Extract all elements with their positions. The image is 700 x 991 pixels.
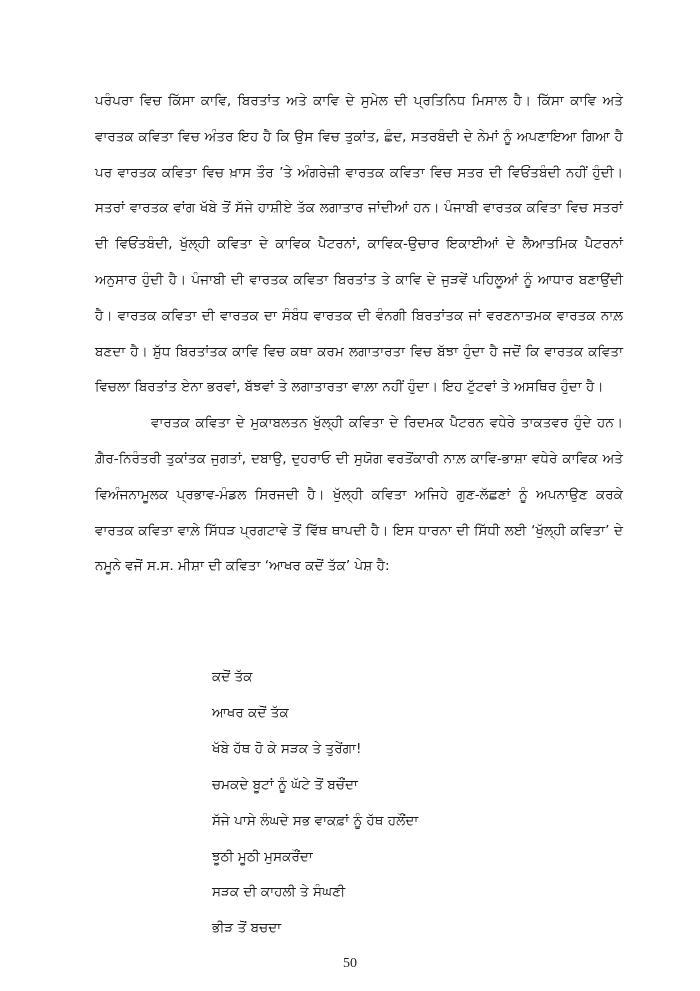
paragraph-1: ਪਰੰਪਰਾ ਵਿਚ ਕਿੱਸਾ ਕਾਵਿ, ਬਿਰਤਾਂਤ ਅਤੇ ਕਾਵਿ ਦੇ ਸੁਮੇਲ ਦੀ ਪ੍ਰਤਿਨਿਧ ਮਿਸਾਲ ਹੈ। ਕਿੱਸਾ ਕਾਵਿ ਅਤੇ ਵਾਰਤਕ ਕਵਿਤਾ ਵਿਚ ਅੰਤਰ ਇਹ ਹੈ ਕਿ ਉਸ ਵਿਚ ਤੁਕਾਂਤ, ਛੰਦ, ਸਤਰਬੰਦੀ ਦੇ ਨੇਮਾਂ ਨੂੰ ਅਪਣਾਇਆ ਗਿਆ ਹੈ ਪਰ ਵਾਰਤਕ ਕਵਿਤਾ ਵਿਚ ਖ਼ਾਸ ਤੌਰ ’ਤੇ ਅੰਗਰੇਜ਼ੀ ਵਾਰਤਕ ਕਵਿਤਾ ਵਿਚ ਸਤਰ ਦੀ ਵਿਓਂਤਬੰਦੀ ਨਹੀਂ ਹੁੰਦੀ। ਸਤਰਾਂ ਵਾਰਤਕ ਵਾਂਗ ਖੱਬੇ ਤੋਂ ਸੱਜੇ ਹਾਸ਼ੀਏ ਤੱਕ ਲਗਾਤਾਰ ਜਾਂਦੀਆਂ ਹਨ। ਪੰਜਾਬੀ ਵਾਰਤਕ ਕਵਿਤਾ ਵਿਚ ਸਤਰਾਂ ਦੀ ਵਿਓਂਤਬੰਦੀ, ਖੁੱਲ੍ਹੀ ਕਵਿਤਾ ਦੇ ਕਾਵਿਕ ਪੈਟਰਨਾਂ, ਕਾਵਿਕ-ਉਚਾਰ ਇਕਾਈਆਂ ਦੇ ਲੈਆਤਮਿਕ ਪੈਟਰਨਾਂ ਅਨੁਸਾਰ ਹੁੰਦੀ ਹੈ। ਪੰਜਾਬੀ ਦੀ ਵਾਰਤਕ ਕਵਿਤਾ ਬਿਰਤਾਂਤ ਤੇ ਕਾਵਿ ਦੇ ਜੁੜਵੇਂ ਪਹਿਲੂਆਂ ਨੂੰ ਆਧਾਰ ਬਣਾਉਂਦੀ ਹੈ। ਵਾਰਤਕ ਕਵਿਤਾ ਦੀ ਵਾਰਤਕ ਦਾ ਸੰਬੰਧ ਵਾਰਤਕ ਦੀ ਵੰਨਗੀ ਬਿਰਤਾਂਤਕ ਜਾਂ ਵਰਣਨਾਤਮਕ ਵਾਰਤਕ ਨਾਲ਼ ਬਣਦਾ ਹੈ। ਸ਼ੁੱਧ ਬਿਰਤਾਂਤਕ ਕਾਵਿ ਵਿਚ ਕਥਾ ਕਰਮ ਲਗਾਤਾਰਤਾ ਵਿਚ ਬੱਝਾ ਹੁੰਦਾ ਹੈ ਜਦੋਂ ਕਿ ਵਾਰਤਕ ਕਵਿਤਾ ਵਿਚਲਾ ਬਿਰਤਾਂਤ ਏਨਾ ਭਰਵਾਂ, ਬੱਝਵਾਂ ਤੇ ਲਗਾਤਾਰਤਾ ਵਾਲ਼ਾ ਨਹੀਂ ਹੁੰਦਾ। ਇਹ ਟੁੱਟਵਾਂ ਤੇ ਅਸਥਿਰ ਹੁੰਦਾ ਹੈ। [95, 93, 623, 396]
poem-block [212, 660, 418, 947]
poem-line: ਆਖਰ ਕਦੋਂ ਤੱਕ [212, 704, 289, 721]
poem-line: ਭੀੜ ਤੋਂ ਬਚਦਾ [212, 920, 282, 937]
poem-line: ਝੂਠੀ ਮੂਠੀ ਮੁਸਕਰੌਂਦਾ [212, 848, 313, 865]
poem-line: ਕਦੋਂ ਤੱਕ [212, 669, 253, 685]
paragraph-2: ਵਾਰਤਕ ਕਵਿਤਾ ਦੇ ਮੁਕਾਬਲਤਨ ਖੁੱਲ੍ਹੀ ਕਵਿਤਾ ਦੇ ਰਿਦਮਕ ਪੈਟਰਨ ਵਧੇਰੇ ਤਾਕਤਵਰ ਹੁੰਦੇ ਹਨ। ਗ਼ੈਰ-ਨਿਰੰਤਰੀ ਤੁਕਾਂਤਕ ਜੁਗਤਾਂ, ਦਬਾਉ, ਦੁਹਰਾਓ ਦੀ ਸੁਯੋਗ ਵਰਤੋਂਕਾਰੀ ਨਾਲ਼ ਕਾਵਿ-ਭਾਸ਼ਾ ਵਧੇਰੇ ਕਾਵਿਕ ਅਤੇ ਵਿਅੰਜਨਾਮੂਲਕ ਪ੍ਰਭਾਵ-ਮੰਡਲ ਸਿਰਜਦੀ ਹੈ। ਖੁੱਲ੍ਹੀ ਕਵਿਤਾ ਅਜਿਹੇ ਗੁਣ-ਲੱਛਣਾਂ ਨੂੰ ਅਪਨਾਉਣ ਕਰਕੇ ਵਾਰਤਕ ਕਵਿਤਾ ਵਾਲ਼ੇ ਸਿੱਧੜ ਪ੍ਰਗਟਾਵੇ ਤੋਂ ਵਿੱਥ ਥਾਪਦੀ ਹੈ। ਇਸ ਧਾਰਨਾ ਦੀ ਸਿੱਧੀ ਲਈ ‘ਖੁੱਲ੍ਹੀ ਕਵਿਤਾ’ ਦੇ ਨਮੂਨੇ ਵਜੋਂ ਸ.ਸ. ਮੀਸ਼ਾ ਦੀ ਕਵਿਤਾ ‘ਆਖਰ ਕਦੋਂ ਤੱਕ’ ਪੇਸ਼ ਹੈ: [95, 415, 623, 575]
poem-line: ਸੜਕ ਦੀ ਕਾਹਲੀ ਤੇ ਸੰਘਣੀ [212, 884, 346, 901]
page-number: 50 [343, 956, 357, 971]
poem-line: ਚਮਕਦੇ ਬੂਟਾਂ ਨੂੰ ਘੱਟੇ ਤੋਂ ਬਚੌਂਦਾ [212, 776, 358, 793]
poem-line: ਸੱਜੇ ਪਾਸੇ ਲੰਘਦੇ ਸਭ ਵਾਕਫ਼ਾਂ ਨੂੰ ਹੱਥ ਹਲੌਂਦਾ [212, 812, 419, 829]
poem-line: ਖੱਬੇ ਹੱਥ ਹੋ ਕੇ ਸੜਕ ਤੇ ਤੁਰੇਂਗਾ! [212, 740, 362, 757]
body-text [95, 84, 623, 585]
